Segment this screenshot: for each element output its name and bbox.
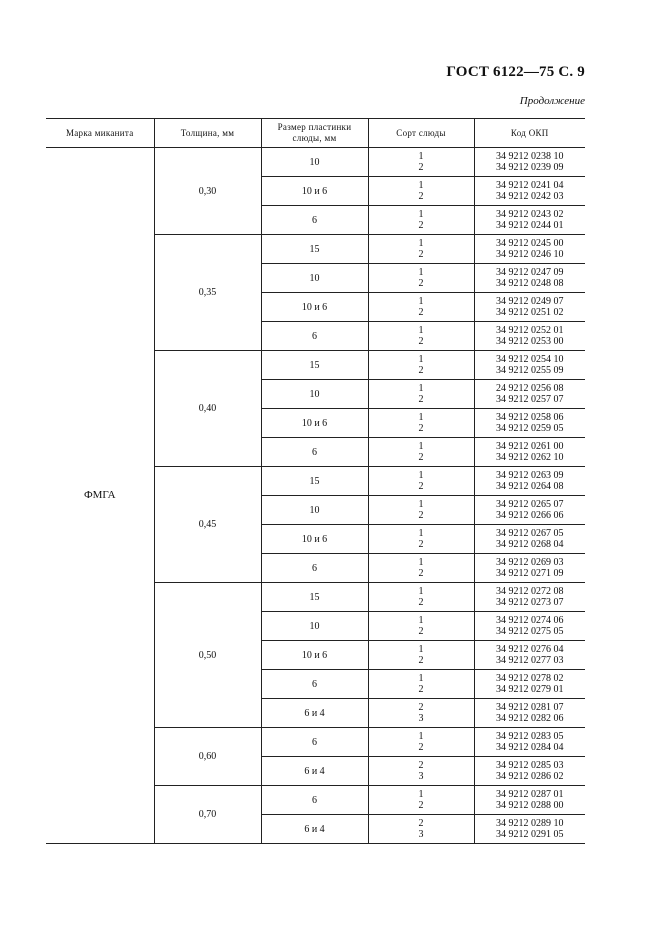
mica-sort-cell [368, 583, 474, 612]
plate-size-cell: 6 и 4 [261, 757, 368, 786]
okp-code-value: 34 9212 0269 03 [496, 557, 564, 568]
okp-code-value: 34 9212 0242 03 [496, 191, 564, 202]
okp-code-value: 34 9212 0264 08 [496, 481, 564, 492]
mica-sort-value: 2 [418, 394, 424, 405]
plate-size-cell: 15 [261, 235, 368, 264]
mica-sort-value: 1 [418, 354, 424, 365]
mica-sort-value: 1 [418, 238, 424, 249]
okp-code-value: 34 9212 0253 00 [496, 336, 564, 347]
plate-size-cell: 10 [261, 612, 368, 641]
mica-sort-value: 1 [418, 470, 424, 481]
plate-size-cell: 6 и 4 [261, 815, 368, 844]
mica-grade-cell: ФМГА [46, 148, 154, 844]
okp-code-cell [474, 612, 585, 641]
mica-sort-cell [368, 380, 474, 409]
okp-code-cell [474, 438, 585, 467]
okp-code-value: 34 9212 0272 08 [496, 586, 564, 597]
okp-code-value: 34 9212 0259 05 [496, 423, 564, 434]
thickness-cell: 0,30 [154, 148, 261, 235]
mica-sort-value: 1 [418, 644, 424, 655]
okp-code-value: 34 9212 0281 07 [496, 702, 564, 713]
mica-sort-cell [368, 293, 474, 322]
okp-code-value: 24 9212 0256 08 [496, 383, 564, 394]
mica-sort-cell [368, 322, 474, 351]
okp-code-table [46, 118, 585, 844]
mica-sort-value: 2 [418, 336, 424, 347]
okp-code-value: 34 9212 0288 00 [496, 800, 564, 811]
plate-size-cell: 10 и 6 [261, 641, 368, 670]
mica-sort-cell [368, 409, 474, 438]
mica-sort-value: 2 [418, 191, 424, 202]
plate-size-cell: 10 [261, 380, 368, 409]
plate-size-cell: 10 [261, 264, 368, 293]
plate-size-cell: 10 и 6 [261, 177, 368, 206]
okp-code-cell [474, 786, 585, 815]
mica-sort-value: 1 [418, 267, 424, 278]
mica-sort-value: 1 [418, 412, 424, 423]
mica-sort-value: 1 [418, 615, 424, 626]
mica-sort-value: 2 [418, 760, 424, 771]
mica-sort-cell [368, 815, 474, 844]
mica-sort-value: 2 [418, 249, 424, 260]
mica-sort-value: 2 [418, 481, 424, 492]
mica-sort-cell [368, 612, 474, 641]
mica-sort-cell [368, 264, 474, 293]
mica-sort-value: 2 [418, 626, 424, 637]
okp-code-value: 34 9212 0279 01 [496, 684, 564, 695]
okp-code-value: 34 9212 0273 07 [496, 597, 564, 608]
okp-code-value: 34 9212 0241 04 [496, 180, 564, 191]
mica-sort-value: 1 [418, 325, 424, 336]
okp-code-value: 34 9212 0247 09 [496, 267, 564, 278]
okp-code-value: 34 9212 0245 00 [496, 238, 564, 249]
mica-sort-value: 2 [418, 818, 424, 829]
mica-sort-cell [368, 351, 474, 380]
okp-code-value: 34 9212 0243 02 [496, 209, 564, 220]
mica-sort-value: 2 [418, 597, 424, 608]
mica-sort-value: 3 [418, 829, 424, 840]
okp-code-value: 34 9212 0255 09 [496, 365, 564, 376]
mica-sort-value: 2 [418, 568, 424, 579]
okp-code-value: 34 9212 0266 06 [496, 510, 564, 521]
mica-sort-value: 1 [418, 673, 424, 684]
mica-sort-value: 1 [418, 441, 424, 452]
mica-sort-value: 1 [418, 180, 424, 191]
okp-code-value: 34 9212 0262 10 [496, 452, 564, 463]
table-row [46, 148, 585, 177]
mica-sort-cell [368, 235, 474, 264]
thickness-cell: 0,60 [154, 728, 261, 786]
okp-code-value: 34 9212 0263 09 [496, 470, 564, 481]
thickness-cell: 0,40 [154, 351, 261, 467]
mica-sort-cell [368, 438, 474, 467]
thickness-cell: 0,50 [154, 583, 261, 728]
mica-sort-value: 2 [418, 278, 424, 289]
mica-sort-value: 2 [418, 800, 424, 811]
plate-size-cell: 15 [261, 583, 368, 612]
mica-sort-cell [368, 699, 474, 728]
okp-code-value: 34 9212 0286 02 [496, 771, 564, 782]
okp-code-value: 34 9212 0252 01 [496, 325, 564, 336]
okp-code-value: 34 9212 0265 07 [496, 499, 564, 510]
mica-sort-cell [368, 786, 474, 815]
mica-sort-cell [368, 728, 474, 757]
okp-code-cell [474, 235, 585, 264]
mica-sort-cell [368, 148, 474, 177]
mica-sort-value: 2 [418, 307, 424, 318]
okp-code-cell [474, 554, 585, 583]
plate-size-cell: 6 [261, 322, 368, 351]
continuation-label: Продолжение [519, 95, 585, 107]
plate-size-cell: 15 [261, 467, 368, 496]
okp-code-value: 34 9212 0276 04 [496, 644, 564, 655]
okp-code-cell [474, 670, 585, 699]
okp-code-value: 34 9212 0285 03 [496, 760, 564, 771]
okp-code-cell [474, 728, 585, 757]
plate-size-cell: 6 [261, 554, 368, 583]
okp-code-cell [474, 583, 585, 612]
okp-code-value: 34 9212 0239 09 [496, 162, 564, 173]
okp-code-value: 34 9212 0249 07 [496, 296, 564, 307]
column-header-grade: Марка миканита [46, 119, 154, 148]
mica-sort-value: 2 [418, 684, 424, 695]
okp-code-cell [474, 293, 585, 322]
mica-sort-value: 2 [418, 510, 424, 521]
okp-code-value: 34 9212 0274 06 [496, 615, 564, 626]
okp-code-value: 34 9212 0244 01 [496, 220, 564, 231]
okp-code-cell [474, 496, 585, 525]
okp-code-cell [474, 699, 585, 728]
mica-sort-cell [368, 496, 474, 525]
plate-size-cell: 6 [261, 438, 368, 467]
okp-code-value: 34 9212 0275 05 [496, 626, 564, 637]
plate-size-cell: 6 [261, 786, 368, 815]
okp-code-cell [474, 177, 585, 206]
okp-code-value: 34 9212 0284 04 [496, 742, 564, 753]
plate-size-cell: 6 [261, 728, 368, 757]
mica-sort-cell [368, 670, 474, 699]
okp-code-value: 34 9212 0258 06 [496, 412, 564, 423]
okp-code-value: 34 9212 0261 00 [496, 441, 564, 452]
okp-code-value: 34 9212 0267 05 [496, 528, 564, 539]
mica-sort-cell [368, 554, 474, 583]
table-header-row [46, 119, 585, 148]
plate-size-cell: 10 и 6 [261, 409, 368, 438]
okp-code-value: 34 9212 0251 02 [496, 307, 564, 318]
mica-sort-value: 1 [418, 151, 424, 162]
column-header-thickness: Толщина, мм [154, 119, 261, 148]
okp-code-value: 34 9212 0248 08 [496, 278, 564, 289]
mica-sort-value: 1 [418, 383, 424, 394]
thickness-cell: 0,45 [154, 467, 261, 583]
plate-size-cell: 15 [261, 351, 368, 380]
document-reference: ГОСТ 6122—75 С. 9 [446, 64, 585, 80]
mica-sort-cell [368, 177, 474, 206]
mica-sort-cell [368, 641, 474, 670]
column-header-mica-sort: Сорт слюды [368, 119, 474, 148]
mica-sort-value: 1 [418, 296, 424, 307]
okp-code-value: 34 9212 0238 10 [496, 151, 564, 162]
okp-code-cell [474, 264, 585, 293]
mica-sort-value: 2 [418, 220, 424, 231]
okp-code-cell [474, 467, 585, 496]
mica-sort-value: 2 [418, 742, 424, 753]
mica-sort-value: 3 [418, 771, 424, 782]
plate-size-cell: 10 и 6 [261, 525, 368, 554]
plate-size-cell: 10 [261, 496, 368, 525]
okp-code-value: 34 9212 0271 09 [496, 568, 564, 579]
column-header-plate-size: Размер пластинки слюды, мм [261, 119, 368, 148]
mica-sort-value: 2 [418, 452, 424, 463]
mica-sort-value: 1 [418, 731, 424, 742]
okp-code-cell [474, 757, 585, 786]
plate-size-cell: 6 [261, 206, 368, 235]
okp-code-value: 34 9212 0268 04 [496, 539, 564, 550]
mica-sort-value: 1 [418, 528, 424, 539]
mica-sort-value: 3 [418, 713, 424, 724]
okp-code-cell [474, 641, 585, 670]
okp-code-value: 34 9212 0257 07 [496, 394, 564, 405]
mica-sort-value: 2 [418, 365, 424, 376]
okp-code-cell [474, 525, 585, 554]
okp-code-cell [474, 380, 585, 409]
mica-sort-cell [368, 525, 474, 554]
mica-sort-value: 2 [418, 702, 424, 713]
mica-sort-cell [368, 757, 474, 786]
plate-size-cell: 6 и 4 [261, 699, 368, 728]
okp-code-value: 34 9212 0287 01 [496, 789, 564, 800]
mica-sort-value: 1 [418, 499, 424, 510]
mica-sort-value: 1 [418, 789, 424, 800]
okp-code-cell [474, 148, 585, 177]
okp-code-cell [474, 322, 585, 351]
plate-size-cell: 6 [261, 670, 368, 699]
okp-code-cell [474, 409, 585, 438]
mica-sort-value: 2 [418, 162, 424, 173]
mica-sort-value: 1 [418, 209, 424, 220]
okp-code-cell [474, 206, 585, 235]
mica-sort-value: 1 [418, 586, 424, 597]
okp-code-value: 34 9212 0282 06 [496, 713, 564, 724]
mica-sort-cell [368, 467, 474, 496]
mica-sort-value: 2 [418, 655, 424, 666]
okp-code-value: 34 9212 0278 02 [496, 673, 564, 684]
okp-code-value: 34 9212 0291 05 [496, 829, 564, 840]
okp-code-value: 34 9212 0254 10 [496, 354, 564, 365]
mica-sort-cell [368, 206, 474, 235]
okp-code-cell [474, 351, 585, 380]
mica-sort-value: 2 [418, 539, 424, 550]
column-header-okp-code: Код ОКП [474, 119, 585, 148]
okp-code-value: 34 9212 0283 05 [496, 731, 564, 742]
thickness-cell: 0,35 [154, 235, 261, 351]
okp-code-cell [474, 815, 585, 844]
plate-size-cell: 10 [261, 148, 368, 177]
mica-sort-value: 2 [418, 423, 424, 434]
plate-size-cell: 10 и 6 [261, 293, 368, 322]
okp-code-value: 34 9212 0277 03 [496, 655, 564, 666]
okp-code-value: 34 9212 0246 10 [496, 249, 564, 260]
thickness-cell: 0,70 [154, 786, 261, 844]
okp-code-value: 34 9212 0289 10 [496, 818, 564, 829]
mica-sort-value: 1 [418, 557, 424, 568]
